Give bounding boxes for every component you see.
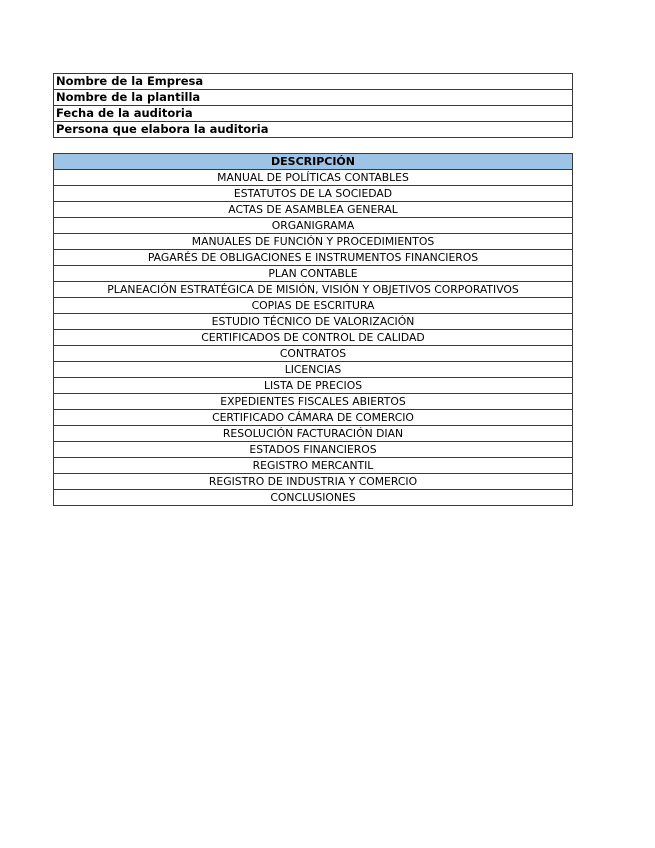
table-row: [54, 298, 573, 314]
description-item[interactable]: ESTATUTOS DE LA SOCIEDAD: [54, 186, 573, 202]
table-row: [54, 362, 573, 378]
description-item[interactable]: CERTIFICADO CÁMARA DE COMERCIO: [54, 410, 573, 426]
description-item[interactable]: PAGARÉS DE OBLIGACIONES E INSTRUMENTOS FINANCIEROS: [54, 250, 573, 266]
info-row-template: [54, 90, 573, 106]
table-row: [54, 218, 573, 234]
description-item[interactable]: REGISTRO DE INDUSTRIA Y COMERCIO: [54, 474, 573, 490]
info-row-author: [54, 122, 573, 138]
description-item[interactable]: RESOLUCIÓN FACTURACIÓN DIAN: [54, 426, 573, 442]
info-row-date: [54, 106, 573, 122]
table-row: [54, 458, 573, 474]
table-row: [54, 330, 573, 346]
description-header[interactable]: DESCRIPCIÓN: [54, 154, 573, 170]
info-label-company[interactable]: Nombre de la Empresa: [54, 74, 573, 90]
description-item[interactable]: CONTRATOS: [54, 346, 573, 362]
table-row: [54, 202, 573, 218]
table-row: [54, 426, 573, 442]
description-item[interactable]: PLANEACIÓN ESTRATÉGICA DE MISIÓN, VISIÓN Y OBJETIVOS CORPORATIVOS: [54, 282, 573, 298]
table-row: [54, 266, 573, 282]
description-item[interactable]: MANUALES DE FUNCIÓN Y PROCEDIMIENTOS: [54, 234, 573, 250]
info-label-author[interactable]: Persona que elabora la auditoria: [54, 122, 573, 138]
info-row-company: [54, 74, 573, 90]
audit-info-table: [53, 73, 573, 138]
description-item[interactable]: MANUAL DE POLÍTICAS CONTABLES: [54, 170, 573, 186]
table-row: [54, 378, 573, 394]
table-row: [54, 282, 573, 298]
description-table: [53, 153, 573, 506]
description-item[interactable]: COPIAS DE ESCRITURA: [54, 298, 573, 314]
description-item[interactable]: ESTUDIO TÉCNICO DE VALORIZACIÓN: [54, 314, 573, 330]
description-item[interactable]: LISTA DE PRECIOS: [54, 378, 573, 394]
description-item[interactable]: ESTADOS FINANCIEROS: [54, 442, 573, 458]
description-header-row: [54, 154, 573, 170]
table-row: [54, 442, 573, 458]
description-item[interactable]: ORGANIGRAMA: [54, 218, 573, 234]
table-row: [54, 170, 573, 186]
table-row: [54, 474, 573, 490]
table-row: [54, 186, 573, 202]
description-item[interactable]: CERTIFICADOS DE CONTROL DE CALIDAD: [54, 330, 573, 346]
table-row: [54, 346, 573, 362]
table-row: [54, 410, 573, 426]
table-row: [54, 490, 573, 506]
info-label-template[interactable]: Nombre de la plantilla: [54, 90, 573, 106]
info-label-date[interactable]: Fecha de la auditoria: [54, 106, 573, 122]
table-row: [54, 250, 573, 266]
description-item[interactable]: ACTAS DE ASAMBLEA GENERAL: [54, 202, 573, 218]
table-row: [54, 314, 573, 330]
description-item[interactable]: CONCLUSIONES: [54, 490, 573, 506]
description-item[interactable]: LICENCIAS: [54, 362, 573, 378]
table-row: [54, 394, 573, 410]
table-row: [54, 234, 573, 250]
description-item[interactable]: REGISTRO MERCANTIL: [54, 458, 573, 474]
description-item[interactable]: EXPEDIENTES FISCALES ABIERTOS: [54, 394, 573, 410]
description-item[interactable]: PLAN CONTABLE: [54, 266, 573, 282]
